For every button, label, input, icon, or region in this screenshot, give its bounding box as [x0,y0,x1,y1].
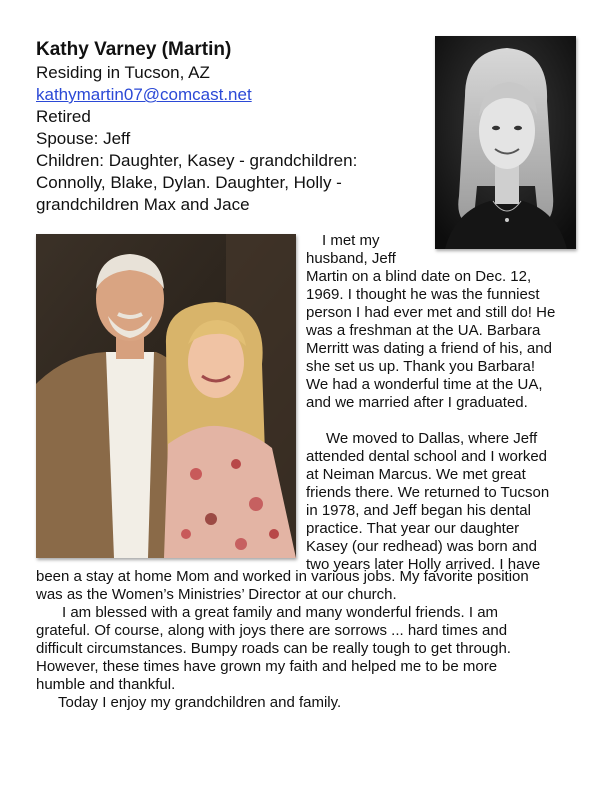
story-line: I am blessed with a great family and many wonderful friends. I am [62,604,499,621]
story-line: grateful. Of course, along with joys there are sorrows ... hard times and [36,622,508,639]
story-line: in 1978, and Jeff began his dental [306,502,531,519]
story-line: Merritt was dating a friend of his, and [306,340,552,357]
story-line: We had a wonderful time at the UA, [306,376,543,393]
couple-illustration [36,234,296,558]
story-line: and we married after I graduated. [306,394,528,411]
story-line: attended dental school and I worked [306,448,548,465]
profile-header [36,38,436,216]
story-column [306,232,574,574]
portrait-illustration [435,36,576,249]
story-line: at Neiman Marcus. We met great [306,466,526,483]
email-link[interactable]: kathymartin07@comcast.net [36,85,252,104]
story-line: Today I enjoy my grandchildren and family. [58,694,342,711]
story-line: humble and thankful. [36,676,176,693]
story-line: Martin on a blind date on Dec. 12, [306,268,532,285]
story-line: was a freshman at the UA. Barbara [306,322,541,339]
story-line: However, these times have grown my faith and helped me to be more [36,658,498,675]
person-name: Kathy Varney (Martin) [36,39,232,60]
story-line: husband, Jeff [306,250,396,267]
story-line: she set us up. Thank you Barbara! [306,358,536,375]
story-line: difficult circumstances. Bumpy roads can be really tough to get through. [36,640,511,657]
story-line: was as the Women’s Ministries’ Director at our church. [36,586,397,603]
spouse: Spouse: Jeff [36,129,131,148]
yearbook-portrait-photo [435,36,576,249]
residence: Residing in Tucson, AZ [36,63,210,82]
story-line: Kasey (our redhead) was born and [306,538,537,555]
children-line: grandchildren Max and Jace [36,195,250,214]
story-line: two years later Holly arrived. I have [306,556,541,573]
story-line: been a stay at home Mom and worked in various jobs. My favorite position [36,568,529,585]
story-line: practice. That year our daughter [306,520,520,537]
story-line: We moved to Dallas, where Jeff [326,430,538,447]
status: Retired [36,107,91,126]
story-continuation [36,568,576,712]
story-line: I met my [322,232,380,249]
children-line: Children: Daughter, Kasey - grandchildren: [36,151,358,170]
story-line: friends there. We returned to Tucson [306,484,550,501]
story-line: person I had ever met and still do! He [306,304,556,321]
children-line: Connolly, Blake, Dylan. Daughter, Holly - [36,173,342,192]
story-line: 1969. I thought he was the funniest [306,286,540,303]
couple-photo [36,234,296,558]
